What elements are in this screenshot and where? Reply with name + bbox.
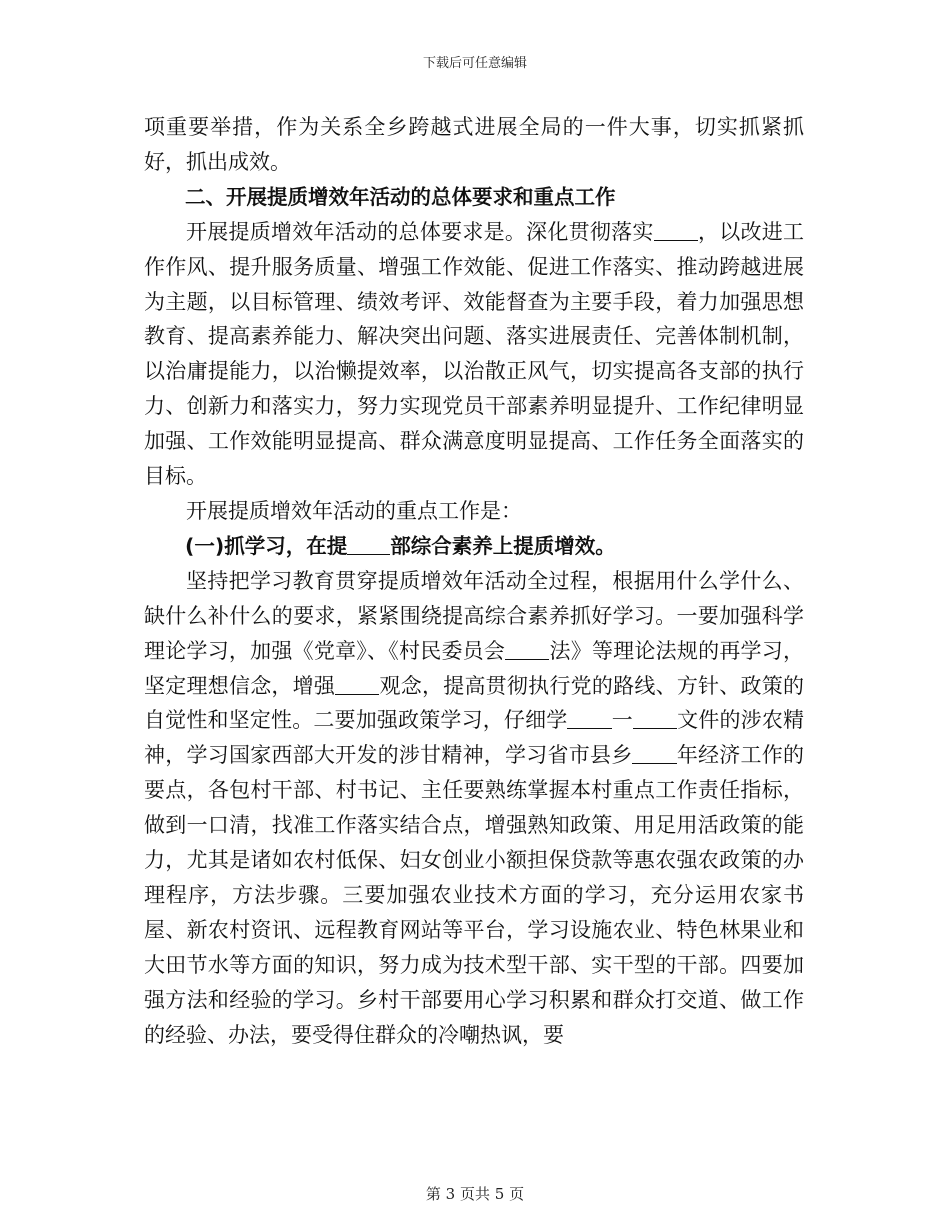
text-run: ，以改进工作作风、提升服务质量、增强工作效能、促进工作落实、推动跨越进展为主题，以目标管理、绩效考评、效能督查为主要手段，着力加强思想教育、提高素养能力、解决突出问题、落实进展责任、完善体制机制，以治庸提能力，以治懒提效率，以治散正风气，切实提高各支部的执行力、创新力和落实力，努力实现党员干部素养明显提升、工作纪律明显加强、工作效能明显提高、群众满意度明显提高、工作任务全面落实的目标。 xyxy=(144,219,805,489)
subsection-heading xyxy=(144,529,804,564)
text-run: (一)抓学习，在提 xyxy=(185,533,348,558)
page-footer: 第 3 页共 5 页 xyxy=(425,1185,525,1203)
fill-in-blank xyxy=(335,674,379,695)
text-run: 开展提质增效年活动的总体要求是。深化贯彻落实 xyxy=(186,219,654,244)
section-heading: 二、开展提质增效年活动的总体要求和重点工作 xyxy=(185,184,616,209)
paragraph-study xyxy=(144,564,804,1053)
text-run: 部综合素养上提质增效。 xyxy=(390,533,616,558)
text-run: 坚持把学习教育贯穿提质增效年活动全过程，根据用什么学什么、缺什么补什么的要求，紧紧围绕提高综合素养抓好学习。一要加强科学理论学习，加强《党章》、《村民委员会 xyxy=(144,568,804,663)
fill-in-blank xyxy=(632,743,676,764)
text-run: 法》等理论法规的再学习，坚定理想信念，增强 xyxy=(144,638,805,698)
fill-in-blank xyxy=(567,708,611,729)
fill-in-blank xyxy=(633,708,677,729)
paragraph-key-work-intro: 开展提质增效年活动的重点工作是： xyxy=(186,498,522,523)
document-body xyxy=(144,110,804,1052)
page-header: 下载后可任意编辑 xyxy=(422,56,527,71)
paragraph-continuation: 项重要举措，作为关系全乡跨越式进展全局的一件大事，切实抓紧抓好，抓出成效。 xyxy=(144,115,804,174)
text-run: 文件的涉农精神，学习国家西部大开发的涉甘精神，学习省市县乡 xyxy=(144,708,804,768)
text-run: 年经济工作的要点，各包村干部、村书记、主任要熟练掌握本村重点工作责任指标，做到一口清，找准工作落实结合点，增强熟知政策、用足用活政策的能力，尤其是诸如农村低保、妇女创业小额担保贷款等惠农强农政策的办理程序，方法步骤。三要加强农业技术方面的学习，充分运用农家书屋、新农村资讯、远程教育网站等平台，学习设施农业、特色林果业和大田节水等方面的知识，努力成为技术型干部、实干型的干部。四要加强方法和经验的学习。乡村干部要用心学习积累和群众打交道、做工作的经验、办法，要受得住群众的冷嘲热讽，要 xyxy=(144,743,805,1047)
fill-in-blank xyxy=(505,639,549,660)
text-run: 一 xyxy=(611,708,633,733)
text-run: 观念，提高贯彻执行党的路线、方针、政策的自觉性和坚定性。二要加强政策学习，仔细学 xyxy=(144,673,805,733)
paragraph-general-requirements xyxy=(144,215,804,494)
fill-in-blank xyxy=(654,220,698,241)
fill-in-blank xyxy=(347,534,390,554)
